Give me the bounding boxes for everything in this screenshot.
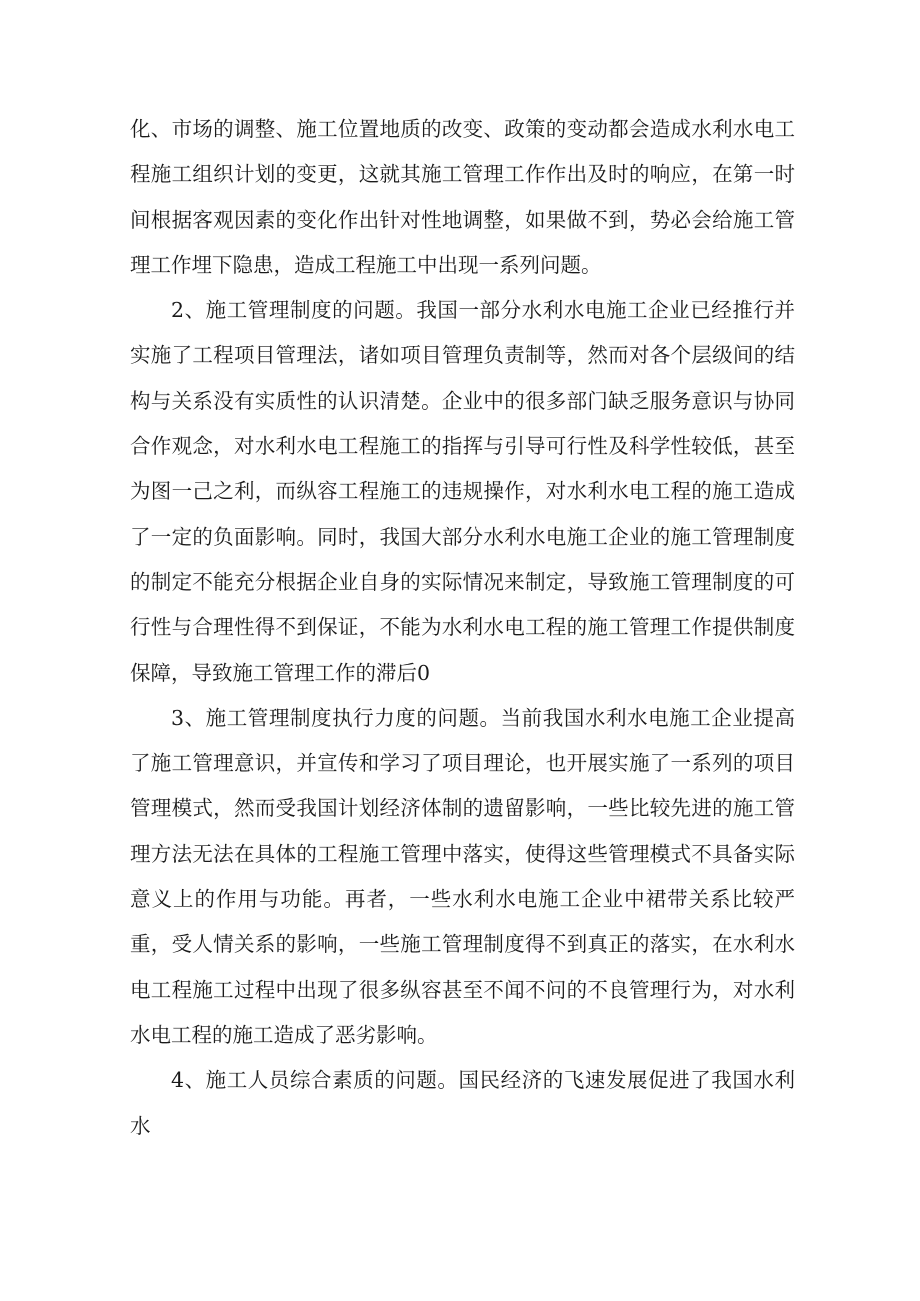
paragraph-personnel-quality: 4、施工人员综合素质的问题。国民经济的飞速发展促进了我国水利水 xyxy=(130,1068,795,1138)
paragraph-execution-strength: 3、施工管理制度执行力度的问题。当前我国水利水电施工企业提高了施工管理意识，并宣传和学习了项目理论，也开展实施了一系列的项目管理模式，然而受我国计划经济体制的遗留影响，一些比较先进的施工管理方法无法在具体的工程施工管理中落实，使得这些管理模式不具备实际意义上的作用与功能。再者，一些水利水电施工企业中裙带关系比较严重，受人情关系的影响，一些施工管理制度得不到真正的落实，在水利水电工程施工过程中出现了很多纵容甚至不闻不问的不良管理行为，对水利水电工程的施工造成了恶劣影响。 xyxy=(130,705,795,1047)
paragraph-management-system: 2、施工管理制度的问题。我国一部分水利水电施工企业已经推行并实施了工程项目管理法，诸如项目管理负责制等，然而对各个层级间的结构与关系没有实质性的认识清楚。企业中的很多部门缺乏服务意识与协同合作观念，对水利水电工程施工的指挥与引导可行性及科学性较低，甚至为图一己之利，而纵容工程施工的违规操作，对水利水电工程的施工造成了一定的负面影响。同时，我国大部分水利水电施工企业的施工管理制度的制定不能充分根据企业自身的实际情况来制定，导致施工管理制度的可行性与合理性得不到保证，不能为水利水电工程的施工管理工作提供制度保障，导致施工管理工作的滞后0 xyxy=(130,298,795,685)
document-body xyxy=(130,107,795,1149)
paragraph-continuation: 化、市场的调整、施工位置地质的改变、政策的变动都会造成水利水电工程施工组织计划的变更，这就其施工管理工作作出及时的响应，在第一时间根据客观因素的变化作出针对性地调整，如果做不到，势必会给施工管理工作埋下隐患，造成工程施工中出现一系列问题。 xyxy=(130,117,795,277)
